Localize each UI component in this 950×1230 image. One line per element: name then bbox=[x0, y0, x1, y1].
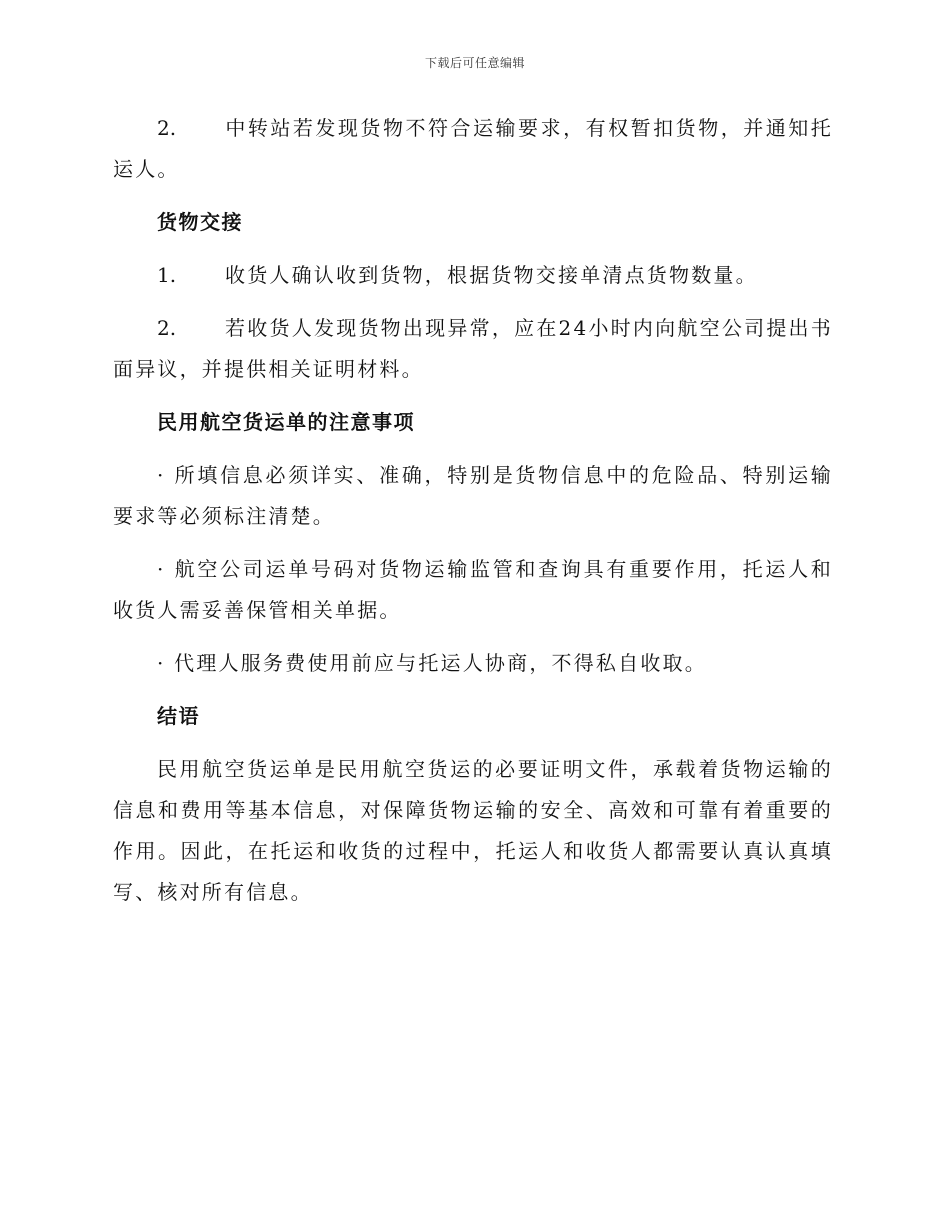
page-header: 下载后可任意编辑 bbox=[424, 56, 525, 70]
transfer-item-2 bbox=[113, 108, 833, 190]
item-number: 2. bbox=[157, 116, 177, 140]
section-heading-handover: 货物交接 bbox=[157, 210, 243, 234]
notes-bullet-3: · 代理人服务费使用前应与托运人协商，不得私自收取。 bbox=[157, 651, 707, 675]
notes-bullet-1: · 所填信息必须详实、准确，特别是货物信息中的危险品、特别运输要求等必须标注清楚。 bbox=[113, 463, 833, 528]
notes-bullet-2: · 航空公司运单号码对货物运输监管和查询具有重要作用，托运人和收货人需妥善保管相关单据。 bbox=[113, 557, 833, 622]
section-heading-conclusion: 结语 bbox=[157, 704, 200, 728]
conclusion-paragraph: 民用航空货运单是民用航空货运的必要证明文件，承载着货物运输的信息和费用等基本信息，对保障货物运输的安全、高效和可靠有着重要的作用。因此，在托运和收货的过程中，托运人和收货人都需要认真认真填写、核对所有信息。 bbox=[113, 757, 833, 904]
item-text: 若收货人发现货物出现异常，应在24小时内向航空公司提出书面异议，并提供相关证明材料。 bbox=[113, 316, 833, 381]
item-number: 2. bbox=[157, 316, 177, 340]
handover-item-1 bbox=[113, 255, 833, 296]
item-text: 中转站若发现货物不符合运输要求，有权暂扣货物，并通知托运人。 bbox=[113, 116, 833, 181]
handover-item-2 bbox=[113, 308, 833, 390]
item-text: 收货人确认收到货物，根据货物交接单清点货物数量。 bbox=[225, 263, 758, 287]
section-heading-notes: 民用航空货运单的注意事项 bbox=[157, 410, 415, 434]
item-number: 1. bbox=[157, 263, 177, 287]
document-body bbox=[113, 108, 833, 913]
